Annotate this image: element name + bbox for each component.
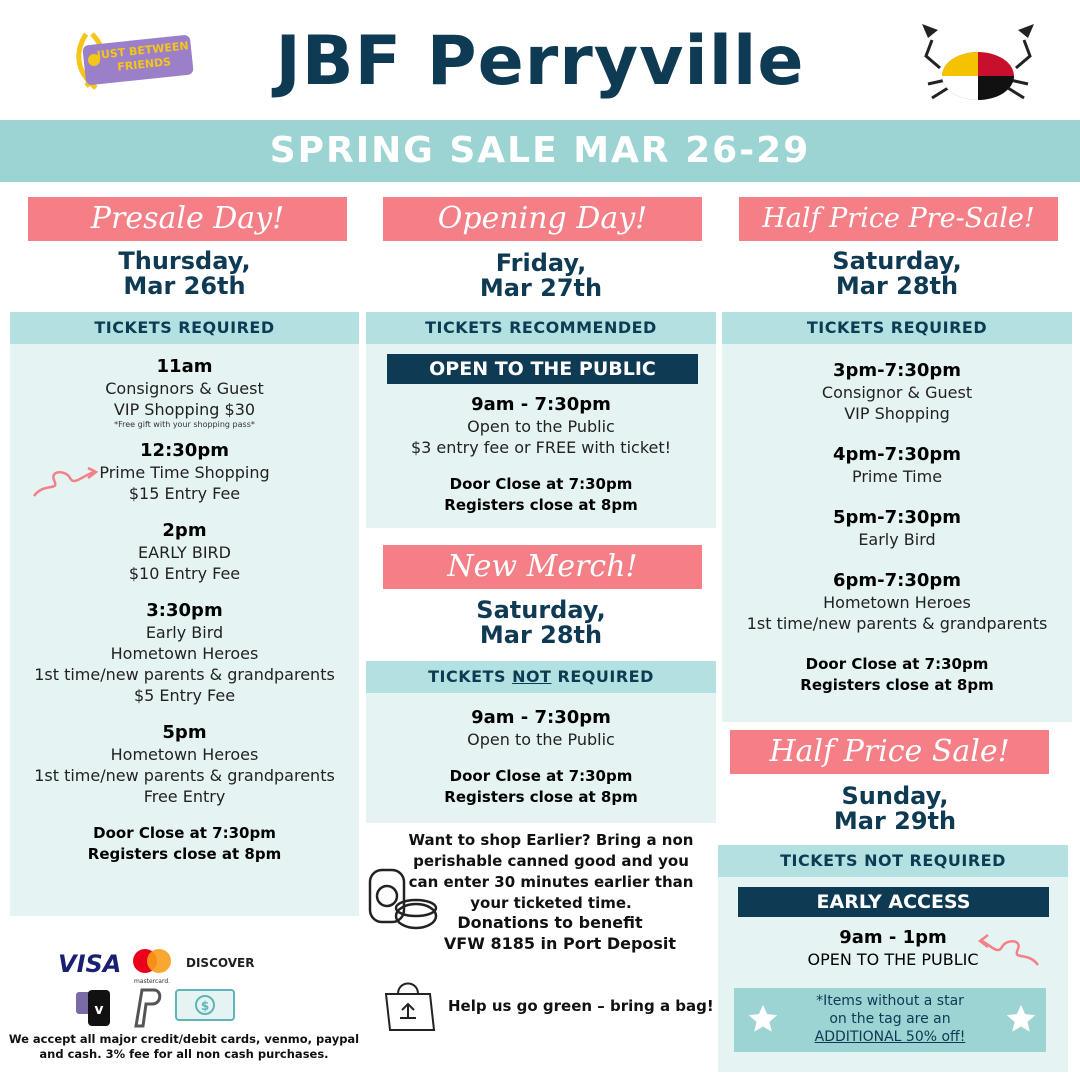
door-close: Door Close at 7:30pm bbox=[805, 655, 989, 673]
registers-close: Registers close at 8pm bbox=[444, 788, 638, 806]
thursday-panel: 11am Consignors & Guest VIP Shopping $30 *Free gift with your shopping pass* 12:30pm Prime Time Shopping $15 Entry Fee 2pm EARLY BIRD $10 Entry Fee 3:30pm Early Bird Hometown Heroes 1st time/new parents & grandparents $5 Entry Fee 5pm Hometown Heroes 1st time/new parents & grandparents Free Entry Door Close at 7:30pm Registers close at 8pm bbox=[10, 344, 359, 916]
friday-time: 9am - 7:30pm bbox=[471, 394, 611, 415]
mastercard-logo: mastercard. bbox=[130, 948, 174, 982]
saturday-panel: 3pm-7:30pm Consignor & Guest VIP Shopping 4pm-7:30pm Prime Time 5pm-7:30pm Early Bird 6pm-7:30pm Hometown Heroes 1st time/new parents & grandparents Door Close at 7:30pm Registers close at 8pm bbox=[722, 344, 1072, 722]
early-access-label: EARLY ACCESS bbox=[738, 887, 1049, 917]
sale-banner: SPRING SALE MAR 26-29 bbox=[0, 120, 1080, 182]
donation-line-1: Donations to benefit bbox=[457, 913, 643, 932]
cash-icon bbox=[174, 988, 236, 1022]
sunday-panel: EARLY ACCESS 9am - 1pm OPEN TO THE PUBLIC *Items without a star on the tag are an ADDITIONAL 50% off! bbox=[718, 877, 1068, 1072]
canned-good-text: Want to shop Earlier? Bring a non perishable canned good and you can enter 30 minutes earlier than your ticketed time. bbox=[408, 831, 694, 912]
go-green-text: Help us go green – bring a bag! bbox=[448, 997, 714, 1015]
friday-heading: Friday, Mar 27th bbox=[479, 249, 603, 302]
half-price-presale-label: Half Price Pre-Sale! bbox=[739, 197, 1058, 241]
half-price-sale-label: Half Price Sale! bbox=[730, 730, 1049, 774]
donation-line-2: VFW 8185 in Port Deposit bbox=[443, 934, 677, 953]
presale-day-label: Presale Day! bbox=[28, 197, 347, 241]
slot-time: 2pm bbox=[162, 520, 207, 541]
star-note-box bbox=[734, 988, 1046, 1052]
slot-time: 3pm-7:30pm bbox=[832, 360, 962, 381]
payment-text: We accept all major credit/debit cards, venmo, paypal and cash. 3% fee for all non cash purchases. bbox=[8, 1032, 360, 1061]
slot-time: 5pm-7:30pm bbox=[832, 507, 962, 528]
paypal-icon bbox=[128, 986, 164, 1030]
friday-tickets-bar: TICKETS RECOMMENDED bbox=[366, 312, 716, 344]
sunday-heading: Sunday, Mar 29th bbox=[833, 782, 957, 835]
canned-goods-icon bbox=[364, 864, 440, 934]
registers-close: Registers close at 8pm bbox=[87, 845, 282, 863]
opening-day-label: Opening Day! bbox=[383, 197, 702, 241]
registers-close: Registers close at 8pm bbox=[800, 676, 994, 694]
slot-time: 3:30pm bbox=[146, 600, 223, 621]
recycle-bag-icon bbox=[382, 978, 436, 1034]
slot-time: 5pm bbox=[162, 722, 207, 743]
saturday-heading: Saturday, Mar 28th bbox=[832, 247, 962, 300]
note-line-1: *Items without a star bbox=[816, 993, 964, 1009]
logo-text: JUST BETWEEN FRIENDS bbox=[96, 39, 190, 74]
thursday-tickets-bar: TICKETS REQUIRED bbox=[10, 312, 359, 344]
slot-time: 4pm-7:30pm bbox=[832, 444, 962, 465]
discover-logo: DISCOVER bbox=[186, 956, 255, 970]
saturday-merch-heading: Saturday, Mar 28th bbox=[476, 596, 606, 649]
open-to-public-label: OPEN TO THE PUBLIC bbox=[387, 354, 698, 384]
curly-arrow-icon bbox=[30, 462, 100, 502]
sunday-tickets-bar: TICKETS NOT REQUIRED bbox=[718, 845, 1068, 877]
registers-close: Registers close at 8pm bbox=[444, 496, 638, 514]
door-close: Door Close at 7:30pm bbox=[449, 475, 633, 493]
saturday-merch-tickets-bar: TICKETS NOT REQUIRED bbox=[366, 661, 716, 693]
door-close: Door Close at 7:30pm bbox=[449, 767, 633, 785]
star-icon bbox=[1004, 1002, 1038, 1036]
svg-text:v: v bbox=[94, 1002, 104, 1018]
page-title: JBF Perryville bbox=[275, 22, 805, 101]
saturday-tickets-bar: TICKETS REQUIRED bbox=[722, 312, 1072, 344]
thursday-heading: Thursday, Mar 26th bbox=[118, 247, 251, 300]
saturday-merch-time: 9am - 7:30pm bbox=[471, 707, 611, 728]
note-line-3: ADDITIONAL 50% off! bbox=[814, 1029, 966, 1045]
venmo-icon bbox=[74, 986, 118, 1030]
saturday-merch-panel: 9am - 7:30pm Open to the Public Door Close at 7:30pm Registers close at 8pm bbox=[366, 693, 716, 823]
new-merch-label: New Merch! bbox=[383, 545, 702, 589]
visa-logo: VISA bbox=[58, 950, 122, 978]
svg-text:$: $ bbox=[200, 999, 210, 1013]
friday-panel: OPEN TO THE PUBLIC 9am - 7:30pm Open to the Public $3 entry fee or FREE with ticket! Door Close at 7:30pm Registers close at 8pm bbox=[366, 344, 716, 528]
star-icon bbox=[746, 1002, 780, 1036]
slot-time: 12:30pm bbox=[140, 440, 229, 461]
note-line-2: on the tag are an bbox=[829, 1011, 951, 1027]
door-close: Door Close at 7:30pm bbox=[93, 824, 276, 842]
curly-arrow-icon bbox=[976, 929, 1046, 969]
slot-time: 11am bbox=[156, 356, 213, 377]
slot-time: 6pm-7:30pm bbox=[832, 570, 962, 591]
sunday-time: 9am - 1pm bbox=[839, 927, 947, 948]
maryland-crab-icon bbox=[918, 18, 1038, 108]
